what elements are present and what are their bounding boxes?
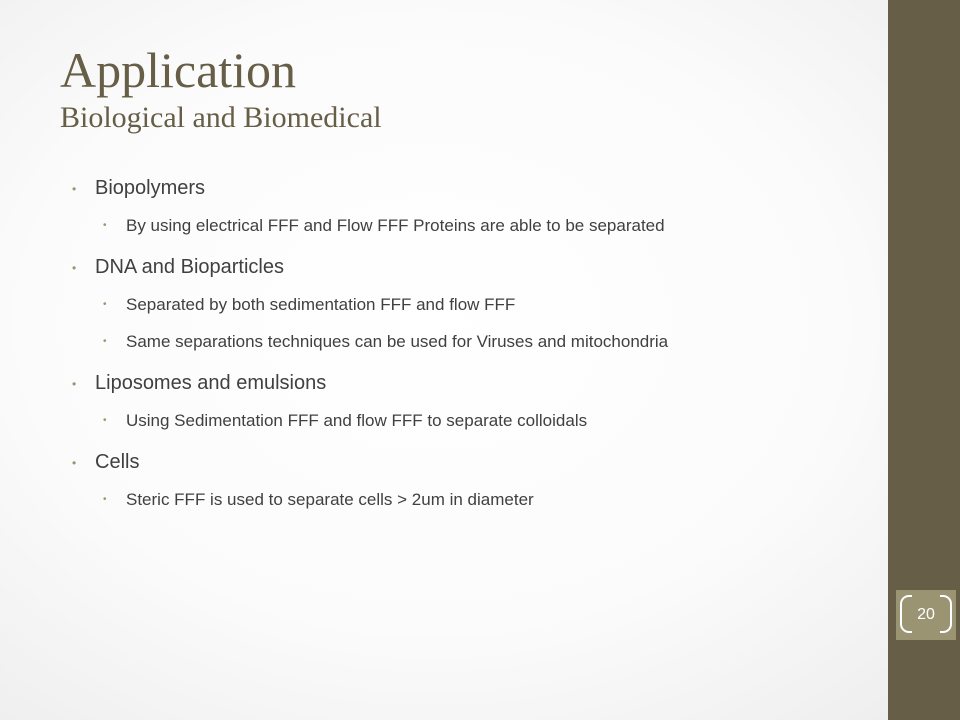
slide-number: 20 bbox=[917, 606, 935, 623]
slide-number-badge bbox=[896, 590, 956, 640]
right-bracket-icon bbox=[940, 595, 952, 633]
bullet-icon: • bbox=[103, 336, 107, 347]
bullet-level2 bbox=[103, 213, 792, 239]
bullet-text: Same separations techniques can be used for Viruses and mitochondria bbox=[126, 332, 669, 351]
slide-title bbox=[60, 40, 860, 136]
bullet-icon: • bbox=[72, 377, 77, 391]
bullet-heading: DNA and Bioparticles bbox=[95, 256, 284, 278]
bullet-icon: • bbox=[103, 415, 107, 426]
bullet-level1 bbox=[72, 369, 792, 397]
bullet-level2 bbox=[103, 329, 792, 355]
bullet-level2 bbox=[103, 292, 792, 318]
bullet-text: By using electrical FFF and Flow FFF Proteins are able to be separated bbox=[126, 216, 665, 235]
bullet-text: Using Sedimentation FFF and flow FFF to separate colloidals bbox=[126, 411, 588, 430]
bullet-icon: • bbox=[103, 220, 107, 231]
bullet-icon: • bbox=[72, 182, 77, 196]
bullet-level2 bbox=[103, 487, 792, 513]
bullet-level2 bbox=[103, 408, 792, 434]
bullet-heading: Liposomes and emulsions bbox=[95, 372, 327, 394]
title-subtitle: Biological and Biomedical bbox=[60, 101, 382, 134]
bullet-icon: • bbox=[72, 456, 77, 470]
bullet-text: Steric FFF is used to separate cells > 2um in diameter bbox=[126, 490, 534, 509]
bullet-icon: • bbox=[103, 299, 107, 310]
bullet-heading: Biopolymers bbox=[95, 177, 206, 199]
bullet-level1 bbox=[72, 448, 792, 476]
bullet-heading: Cells bbox=[95, 451, 140, 473]
bullet-text: Separated by both sedimentation FFF and flow FFF bbox=[126, 295, 516, 314]
bullet-icon: • bbox=[103, 494, 107, 505]
bullet-level1 bbox=[72, 174, 792, 202]
bullet-level1 bbox=[72, 253, 792, 281]
bullet-list bbox=[72, 174, 792, 513]
title-main: Application bbox=[60, 42, 297, 98]
bullet-icon: • bbox=[72, 261, 77, 275]
